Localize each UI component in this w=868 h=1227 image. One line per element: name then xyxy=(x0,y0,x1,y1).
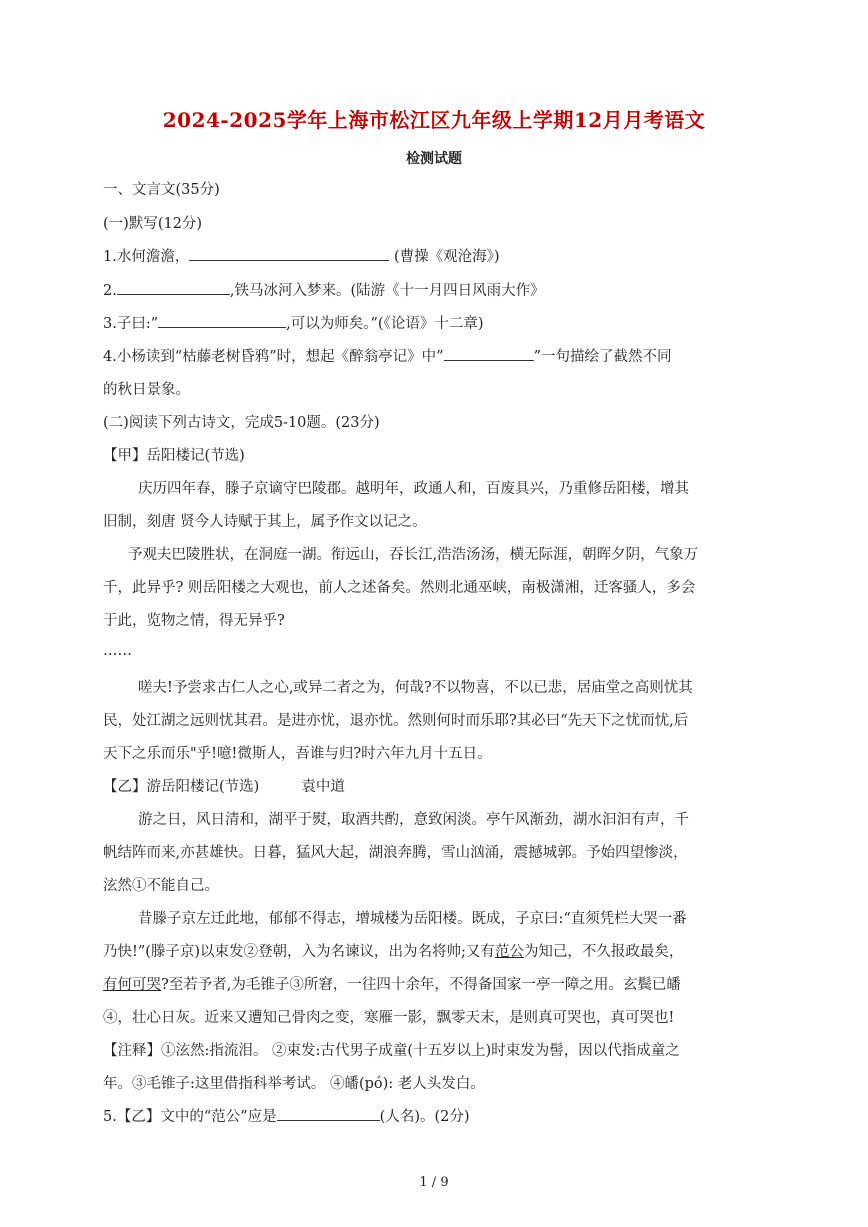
passage-yi-text: 为知己，不久报政最矣， xyxy=(523,944,684,960)
question-3-text: 3.子曰:” xyxy=(103,316,159,332)
passage-jia-heading: 【甲】岳阳楼记(节选) xyxy=(103,448,245,464)
notes-line: 年。③毛锥子:这里借指科举考试。 ④皤(pó): 老人头发白。 xyxy=(103,1076,485,1092)
notes-line: 【注释】①泫然:指流泪。 ②束发:古代男子成童(十五岁以上)时束发为髻，因以代指成童之 xyxy=(103,1043,680,1059)
section-heading: 一、文言文(35分) xyxy=(103,182,220,198)
part-heading-reading: (二)阅读下列古诗文，完成5-10题。(23分) xyxy=(103,415,380,431)
passage-jia-line: 嗟夫!予尝求古仁人之心,或异二者之为，何哉?不以物喜，不以已悲，居庙堂之高则忧其 xyxy=(138,680,693,696)
question-4-continued: 的秋日景象。 xyxy=(103,382,190,398)
answer-blank-5[interactable] xyxy=(277,1106,380,1121)
question-2-text: ,铁马冰河入梦来。(陆游《十一月四日风雨大作》 xyxy=(229,283,545,299)
answer-blank-4[interactable] xyxy=(444,346,534,361)
passage-yi-text: ?至若予者,为毛锥子③所窘，一往四十余年，不得备国家一亭一障之用。玄鬓已皤 xyxy=(161,977,681,993)
passage-yi-line: ④，壮心日灰。近来又遭知己骨肉之变，寒雁一影，飘零天末，是则真可哭也，真可哭也! xyxy=(103,1010,675,1026)
answer-blank-3[interactable] xyxy=(158,313,286,328)
passage-jia-line: 千，此异乎? 则岳阳楼之大观也，前人之述备矣。然则北通巫峡，南极潇湘，迁客骚人，多会 xyxy=(103,580,696,596)
question-4 xyxy=(103,345,672,366)
question-3 xyxy=(103,312,483,333)
passage-jia-line: 庆历四年春，滕子京谪守巴陵郡。越明年，政通人和，百废具兴，乃重修岳阳楼，增其 xyxy=(138,481,689,497)
question-1-source: (曹操《观沧海》) xyxy=(389,249,500,265)
passage-yi-text: 乃快!”(滕子京)以束发②登朝，入为名谏议，出为名将帅;又有 xyxy=(103,944,495,960)
question-4-text-end: ”一句描绘了截然不同 xyxy=(533,349,672,365)
page-title: 2024-2025学年上海市松江区九年级上学期12月月考语文 xyxy=(162,108,706,132)
passage-yi-line xyxy=(103,940,683,961)
answer-blank-2[interactable] xyxy=(117,280,230,295)
passage-yi-line xyxy=(103,973,681,994)
question-5-text-end: (人名)。(2分) xyxy=(379,1109,470,1125)
question-5-text: 5.【乙】文中的“范公”应是 xyxy=(103,1109,277,1125)
question-1-text: 1.水何澹澹， xyxy=(103,249,190,265)
page-subtitle: 检测试题 xyxy=(406,151,462,167)
passage-yi-heading-row xyxy=(103,775,345,796)
passage-jia-line: 予观夫巴陵胜状，在洞庭一湖。衔远山，吞长江,浩浩汤汤，横无际涯，朝晖夕阴，气象万 xyxy=(128,547,699,563)
page-number: 1 / 9 xyxy=(419,1175,449,1190)
passage-jia-line: 旧制，刻唐 贤今人诗赋于其上，属予作文以记之。 xyxy=(103,514,427,530)
passage-yi-line: 昔滕子京左迁此地，郁郁不得志，增城楼为岳阳楼。既成，子京曰:“直须凭栏大哭一番 xyxy=(138,911,687,927)
question-3-source: ,可以为师矣。”(《论语》十二章) xyxy=(286,316,484,332)
passage-jia-line: 于此，览物之情，得无异乎? xyxy=(103,613,285,629)
passage-yi-heading: 【乙】游岳阳楼记(节选) xyxy=(103,779,260,795)
answer-blank-1[interactable] xyxy=(189,246,389,261)
passage-yi-line: 帆结阵而来,亦甚雄快。日暮，猛风大起，湖浪奔腾，雪山汹涌，震撼城郭。予始四望惨淡， xyxy=(103,845,688,861)
underlined-fangong: 范公 xyxy=(494,944,524,960)
passage-jia-line: 天下之乐而乐"乎!噫!微斯人，吾谁与归?时六年九月十五日。 xyxy=(103,746,492,762)
passage-yi-author: 袁中道 xyxy=(301,779,345,795)
question-4-text: 4.小杨读到“枯藤老树昏鸦”时，想起《醉翁亭记》中” xyxy=(103,349,444,365)
underlined-phrase: 有何可哭 xyxy=(103,977,161,993)
question-2 xyxy=(103,279,545,300)
passage-jia-line: 民，处江湖之远则忧其君。是进亦忧，退亦忧。然则何时而乐耶?其必曰“先天下之忧而忧,后 xyxy=(103,713,689,729)
question-2-number: 2. xyxy=(103,283,117,299)
question-1 xyxy=(103,245,500,266)
part-heading-dictation: (一)默写(12分) xyxy=(103,216,203,232)
passage-yi-line: 泫然①不能自己。 xyxy=(103,878,219,894)
passage-yi-line: 游之日，风日清和，湖平于熨，取酒共酌，意致闲淡。亭午风渐劲，湖水汩汩有声，千 xyxy=(138,812,689,828)
question-5 xyxy=(103,1105,470,1126)
ellipsis: …… xyxy=(103,643,132,659)
